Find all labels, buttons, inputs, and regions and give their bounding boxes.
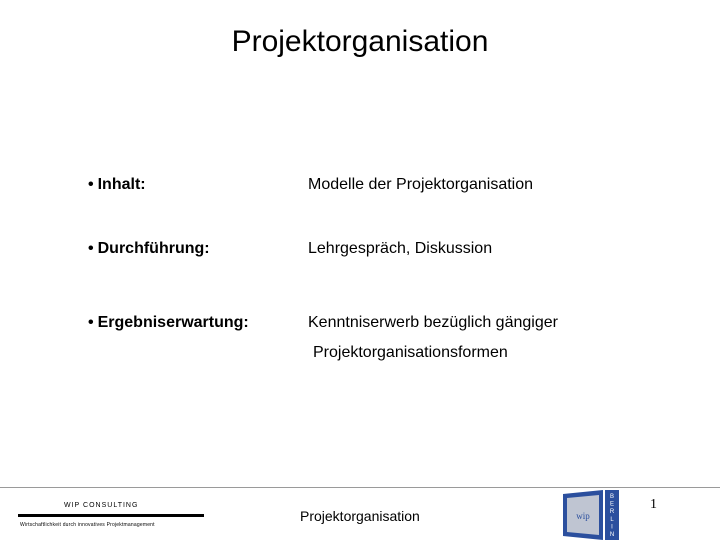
company-underline: [18, 514, 204, 517]
logo-wip-text: wip: [576, 511, 590, 521]
logo-letter: B: [609, 494, 615, 500]
logo-letter: E: [609, 501, 615, 508]
row-label: • Durchführung:: [88, 240, 210, 257]
logo-letter: I: [611, 524, 613, 531]
bullet: •: [88, 176, 94, 193]
wip-berlin-logo: [563, 490, 641, 540]
page-number: 1: [650, 497, 657, 512]
row-label: • Ergebniserwartung:: [88, 314, 249, 331]
row-value: Modelle der Projektorganisation: [308, 176, 534, 193]
row-label: • Inhalt:: [88, 176, 146, 193]
slide-title: Projektorganisation: [231, 25, 489, 58]
footer-title: Projektorganisation: [300, 508, 420, 524]
logo-letter: N: [609, 532, 615, 538]
bullet: •: [88, 240, 94, 257]
logo-letter: L: [610, 516, 614, 523]
row-value-continued: Projektorganisationsformen: [313, 344, 508, 361]
row-value: Lehrgespräch, Diskussion: [308, 240, 493, 257]
bullet: •: [88, 314, 94, 331]
company-tagline: Wirtschaftlichkeit durch innovatives Projektmanagement: [20, 522, 155, 528]
row-value: Kenntniserwerb bezüglich gängiger: [308, 314, 558, 331]
footer-divider: [0, 487, 720, 488]
logo-letter: R: [609, 509, 615, 516]
company-name: WIP CONSULTING: [64, 502, 139, 509]
